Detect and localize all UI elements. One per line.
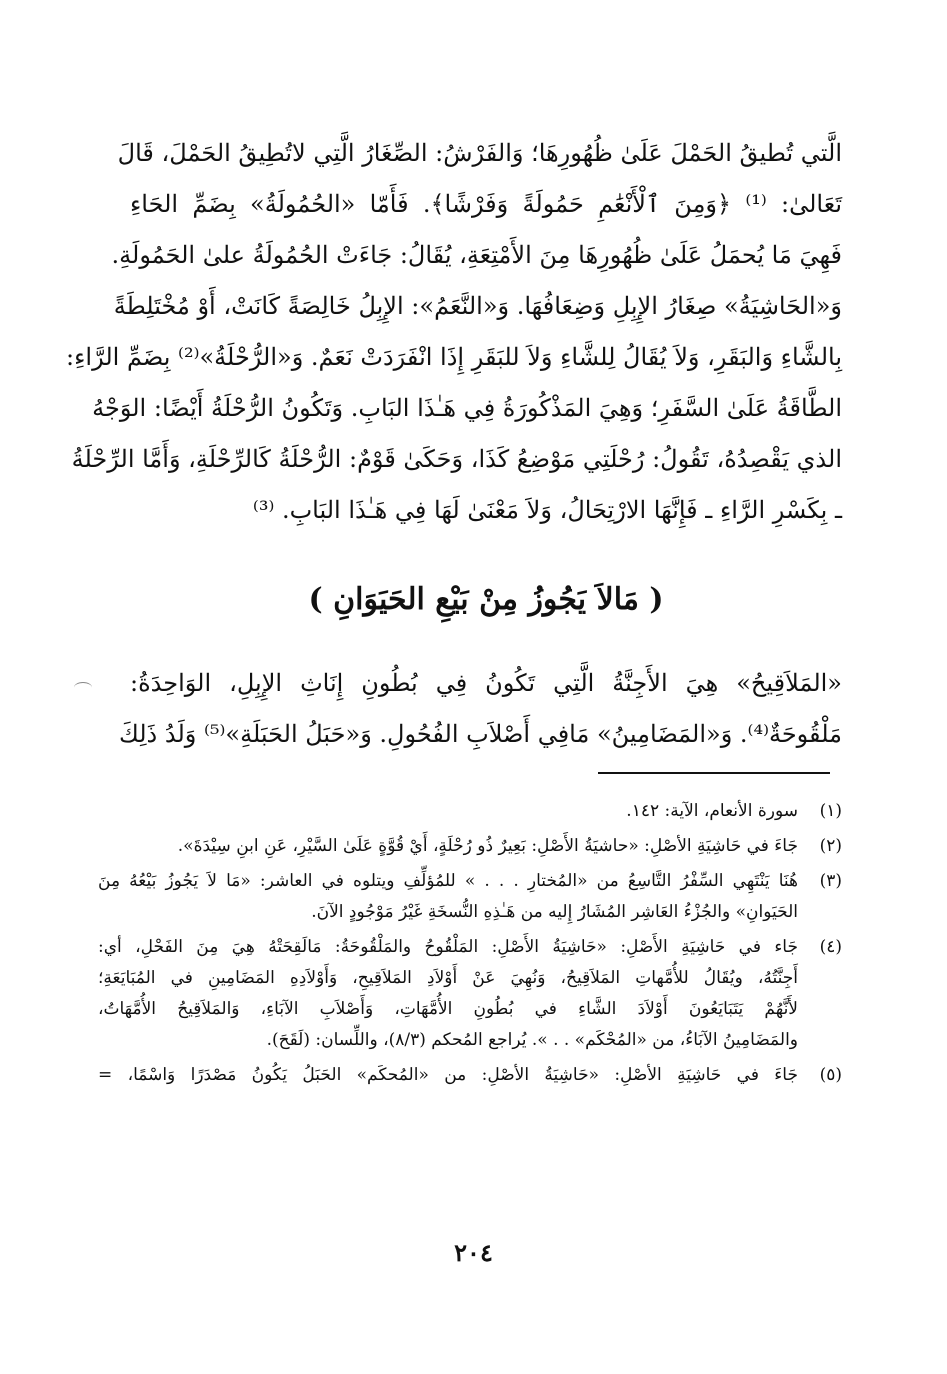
footnote-line: سورة الأنعام، الآية: ١٤٢. [626, 801, 798, 821]
text-line: وَ«الحَاشِيَةُ» صِغَارُ الإِبِلِ وَضِعَافُهَا. وَ«النَّعَمُ»: الإِبِلُ خَالِصَةً كَانَتْ، أَوْ مُخْتَلِطَةً [113, 292, 842, 320]
footnote [98, 796, 842, 827]
footnote [98, 1060, 842, 1091]
page-number: ٢٠٤ [454, 1238, 493, 1267]
footnote [98, 831, 842, 862]
footnote-line: هُنَا يَنْتَهِي السِّفْرُ التَّاسِعُ من «المُختارِ . . . » للمُؤلِّفِ ويتلوه في العاشر: «مَا لاَ يَجُوزُ بَيْعُهُ مِنَ [98, 871, 798, 891]
footnote-number: (٣) [819, 871, 842, 891]
text-line: بِالشَّاءِ وَالبَقَرِ، وَلاَ يُقَالُ لِلشَّاءِ وَلاَ للبَقَرِ إِذَا انْفَرَدَتْ نَعَمٌ. وَ«الرُّحْلَةُ»⁽²⁾ بِضَمِّ الرَّاءِ: [66, 343, 842, 371]
footnote-body [98, 932, 798, 1056]
section-heading: ( مَالاَ يَجُوزُ مِنْ بَيْعِ الحَيَوَانِ ) [308, 582, 664, 617]
margin-mark [74, 682, 92, 693]
footnote-line: جَاءَ في حَاشِيَةِ الأصْلِ: «حَاشِيَةُ الأصْلِ: من «المُحكَم» الحَبَلُ يَكُونُ مَصْدَرًا وَاسْمًا، = [98, 1065, 798, 1085]
text-line: تَعَالىٰ: ⁽¹⁾ ﴿وَمِنَ ٱلْأَنْعَٰمِ حَمُولَةً وَفَرْشًا﴾. فَأَمّا «الحُمُولَةُ» بِضَمِّ الحَاءِ [130, 190, 843, 218]
footnote-line: الحَيَوانِ» والجُزْءُ العَاشِر المُشَارُ إِليه من هَـٰذِهِ النُّسخَةِ غَيْرُ مَوْجُودٍ الآنَ. [311, 902, 798, 922]
footnote-number: (٢) [819, 836, 842, 856]
footnote-line: أَجِنَّتُهُ، ويُقَالُ للأُمَّهاتِ المَلاَقِيحُ، وَنُهِيَ عَنْ أَوْلاَدِ المَلاَقِيحِ، وَأَوْلاَدِهِ المَضَامِينِ في المُبَايَعَةِ؛ [98, 968, 798, 988]
footnote-line: والمَضَامِينُ الآبَاءُ، من «المُحْكَم» . . ». يُراجع المُحكم (٨/٣)، واللِّسان: (لَقَحَ). [266, 1030, 798, 1050]
footnote [98, 866, 842, 928]
section-paragraph [119, 658, 842, 760]
text-line: فَهِيَ مَا يُحمَلُ عَلَىٰ ظُهُورِهَا مِنَ الأَمْتِعَةِ، يُقَالُ: جَاءَتْ الحُمُولَةُ علىٰ الحَمُولَةِ. [111, 241, 842, 269]
text-line: الذي يَقْصِدُهُ، تَقُولُ: رُحْلَتِي مَوْضِعُ كَذَا، وَحَكَىٰ قَوْمٌ: الرُّحْلَةُ كَالرِّحْلَةِ، وَأَمَّا الرِّحْلَةُ [71, 445, 842, 473]
footnote-separator [598, 772, 830, 774]
footnote [98, 932, 842, 1056]
footnote-line: لأَنَّهُمْ يَتَبَايَعُونَ أَوْلاَدَ الشَّاءِ في بُطُونِ الأُمَّهَاتِ، وَأَصْلاَبِ الآبَاءِ، وَالمَلاَقِيحُ الأُمَّهَاتُ، [98, 999, 798, 1019]
footnote-number: (٤) [819, 937, 842, 957]
text-line: ـ بِكَسْرِ الرَّاءِ ـ فَإِنَّهَا الارْتِحَالُ، وَلاَ مَعْنَىٰ لَهَا فِي هَـٰذَا البَابِ. ⁽³⁾ [252, 496, 842, 524]
footnote-body [98, 866, 798, 928]
footnote-number: (٥) [819, 1065, 842, 1085]
text-line: الَّتي تُطيقُ الحَمْلَ عَلَىٰ ظُهُورِهَا؛ وَالفَرْشُ: الصِّغَارُ الَّتِي لاتُطِيقُ الحَمْلَ، قَالَ [117, 139, 842, 167]
footnote-body [98, 831, 798, 862]
footnote-body [98, 1060, 798, 1091]
text-line: مَلْقُوحَةٌ⁽⁴⁾. وَ«المَضَامِينُ» مَافِي أَصْلاَبِ الفُحُولِ. وَ«حَبَلُ الحَبَلَةِ»⁽⁵⁾ وَلَدُ ذَلِكَ [119, 720, 842, 748]
main-paragraph [66, 128, 843, 536]
text-line: الطَّاقَةُ عَلَىٰ السَّفَرِ؛ وَهِيَ المَذْكُورَةُ فِي هَـٰذَا البَابِ. وَتَكُونُ الرُّحْلَةُ أَيْضًا: الوَجْهُ [92, 394, 842, 422]
footnotes [98, 796, 842, 1095]
text-line: «المَلاَقِيحُ» هِيَ الأَجِنَّةُ الَّتِي تَكُونُ فِي بُطُونِ إِنَاثِ الإِبِلِ، الوَاحِدَةُ: [130, 669, 842, 697]
footnote-line: جَاء في حَاشِيَةِ الأَصْلِ: «حَاشِيَةُ الأَصْلِ: المَلْقُوحُ والمَلْقُوحَةُ: مَالَقِحَتْهُ هِيَ مِنَ الفَحْلِ، أي: [98, 937, 798, 957]
footnote-body [98, 796, 798, 827]
footnote-number: (١) [819, 801, 842, 821]
footnote-line: جَاءَ في حَاشِيَةِ الأصْلِ: «حاشيَةُ الأَصْلِ: بَعِيرٌ ذُو رُحْلَةٍ، أَيْ قُوَّةٍ عَلَىٰ السَّيْرِ، عَنِ ابنِ سِيْدَةَ». [177, 836, 798, 856]
